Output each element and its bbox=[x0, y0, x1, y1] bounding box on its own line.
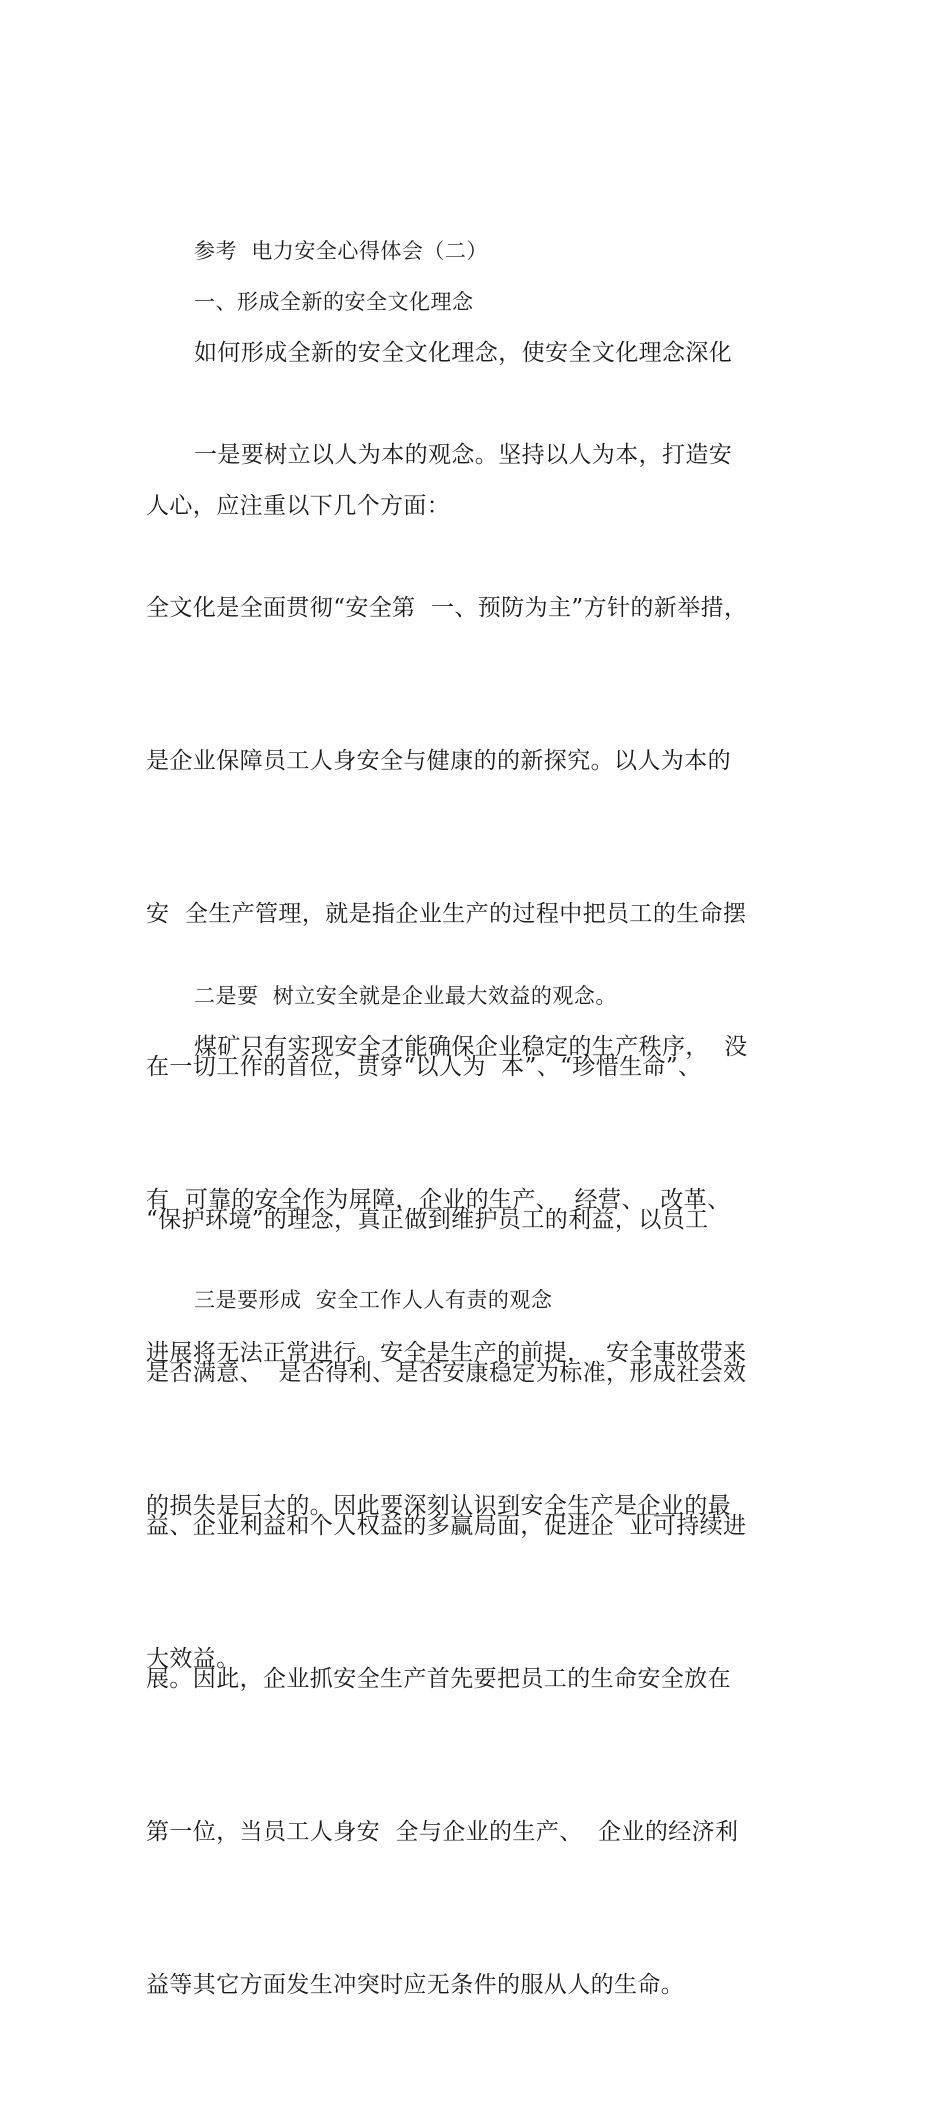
text-line: 一是要树立以人为本的观念。坚持以人为本，打造安 bbox=[194, 442, 733, 468]
text-line: 大效益。 bbox=[146, 1646, 240, 1672]
title-line: 参考 电力安全心得体会（二） bbox=[194, 239, 488, 263]
text-line: 如何形成全新的安全文化理念，使安全文化理念深化 bbox=[194, 340, 733, 366]
text-line: 是企业保障员工人身安全与健康的的新探究。以人为本的 bbox=[146, 748, 731, 774]
text-line: 益、企业利益和个人权益的多赢局面，促进企 业可持续进 bbox=[146, 1513, 747, 1539]
text-line: 全文化是全面贯彻“安全第 一、预防为主”方针的新举措， bbox=[146, 595, 748, 621]
point-three-heading bbox=[146, 1173, 811, 1428]
text-line: 人心，应注重以下几个方面： bbox=[146, 493, 451, 519]
text-line: 煤矿只有实现安全才能确保企业稳定的生产秩序， 没 bbox=[194, 1034, 748, 1060]
text-line: 进展将无法正常进行。安全是生产的前提， 安全事故带来 bbox=[146, 1340, 747, 1366]
heading-line: 一、形成全新的安全文化理念 bbox=[194, 290, 474, 314]
text-line: 有 可靠的安全作为屏障，企业的生产、 经营、 改革、 bbox=[146, 1187, 731, 1213]
text-line: 是否满意、 是否得利、是否安康稳定为标准，形成社会效 bbox=[146, 1360, 747, 1386]
text-line: 三是要形成 安全工作人人有责的观念 bbox=[194, 1288, 553, 1312]
text-line: 第一位，当员工人身安 全与企业的生产、 企业的经济利 bbox=[146, 1819, 739, 1845]
text-line: 的损失是巨大的。因此要深刻认识到安全生产是企业的最 bbox=[146, 1493, 731, 1519]
text-line: 在一切工作的首位，贯穿“以人为 本”、“珍惜生命”、 bbox=[146, 1054, 702, 1080]
text-line: 益等其它方面发生冲突时应无条件的服从人的生命。 bbox=[146, 1972, 685, 1998]
text-line: 展。因此，企业抓安全生产首先要把员工的生命安全放在 bbox=[146, 1666, 731, 1692]
text-line: 安 全生产管理，就是指企业生产的过程中把员工的生命摆 bbox=[146, 901, 747, 927]
text-line: 二是要 树立安全就是企业最大效益的观念。 bbox=[194, 984, 617, 1008]
text-line: “保护环境”的理念，真正做到维护员工的利益，以员工 bbox=[146, 1207, 709, 1233]
